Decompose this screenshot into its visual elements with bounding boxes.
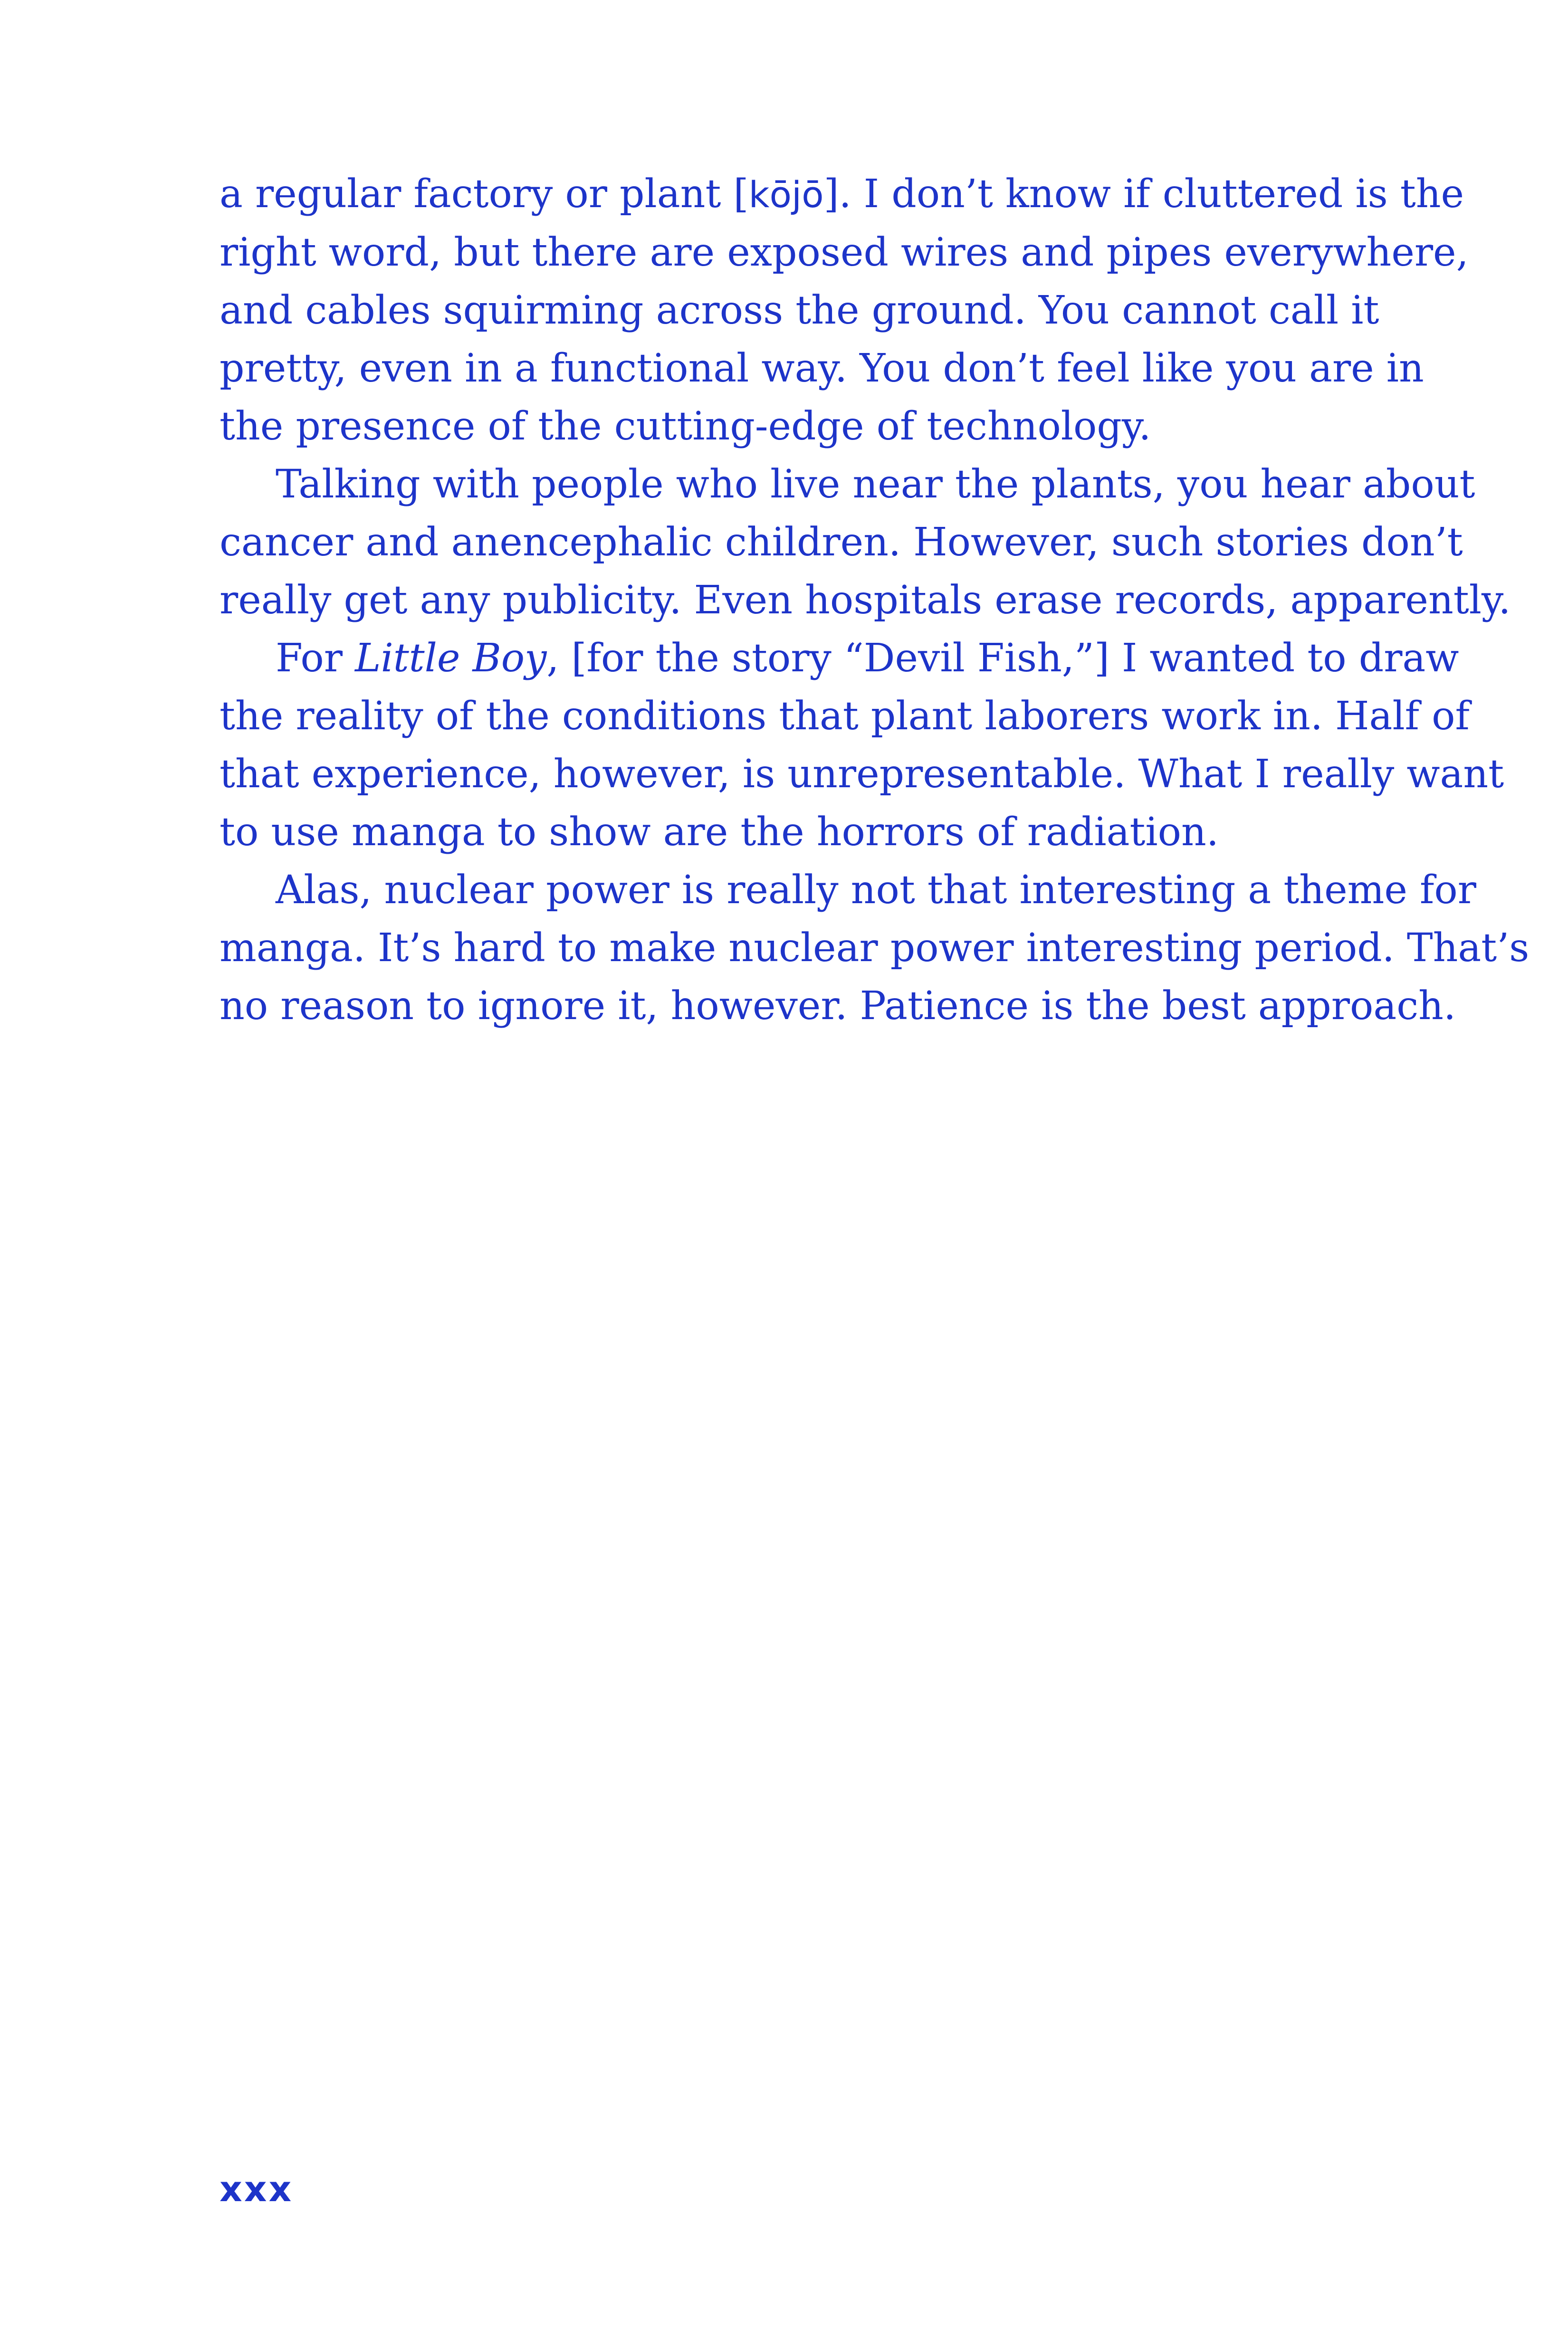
text-line: the presence of the cutting-edge of technology. [220, 404, 1151, 449]
page-number: xxx [220, 2169, 294, 2210]
body-text [220, 165, 1530, 1035]
text-line: cancer and anencephalic children. However, such stories don’t [220, 520, 1463, 565]
paragraph-1 [220, 165, 1469, 456]
paragraph-4 [220, 861, 1530, 1035]
text-run: a regular factory or plant [ [220, 172, 749, 217]
text-line: no reason to ignore it, however. Patience is the best approach. [220, 983, 1456, 1029]
text-run: ]. I don’t know if cluttered is the [823, 172, 1464, 217]
work-title: Little Boy [355, 636, 547, 681]
paragraph-2 [220, 456, 1511, 630]
text-line: the reality of the conditions that plant laborers work in. Half of [220, 694, 1470, 739]
text-line: to use manga to show are the horrors of radiation. [220, 810, 1219, 855]
text-run: For [276, 636, 355, 681]
text-line [220, 630, 1459, 687]
text-line [220, 165, 1464, 224]
text-line: really get any publicity. Even hospitals erase records, apparently. [220, 578, 1511, 623]
text-line: that experience, however, is unrepresentable. What I really want [220, 752, 1504, 797]
text-line: pretty, even in a functional way. You don’t feel like you are in [220, 346, 1424, 391]
text-line: Alas, nuclear power is really not that interesting a theme for [276, 868, 1476, 913]
transliteration: kōjō [748, 173, 824, 216]
text-line: right word, but there are exposed wires and pipes everywhere, [220, 230, 1469, 275]
text-run: , [for the story “Devil Fish,”] I wanted to draw [546, 636, 1459, 681]
text-line: and cables squirming across the ground. You cannot call it [220, 288, 1379, 333]
paragraph-3 [220, 630, 1504, 861]
text-line: Talking with people who live near the plants, you hear about [276, 462, 1475, 507]
text-line: manga. It’s hard to make nuclear power interesting period. That’s [220, 925, 1530, 971]
